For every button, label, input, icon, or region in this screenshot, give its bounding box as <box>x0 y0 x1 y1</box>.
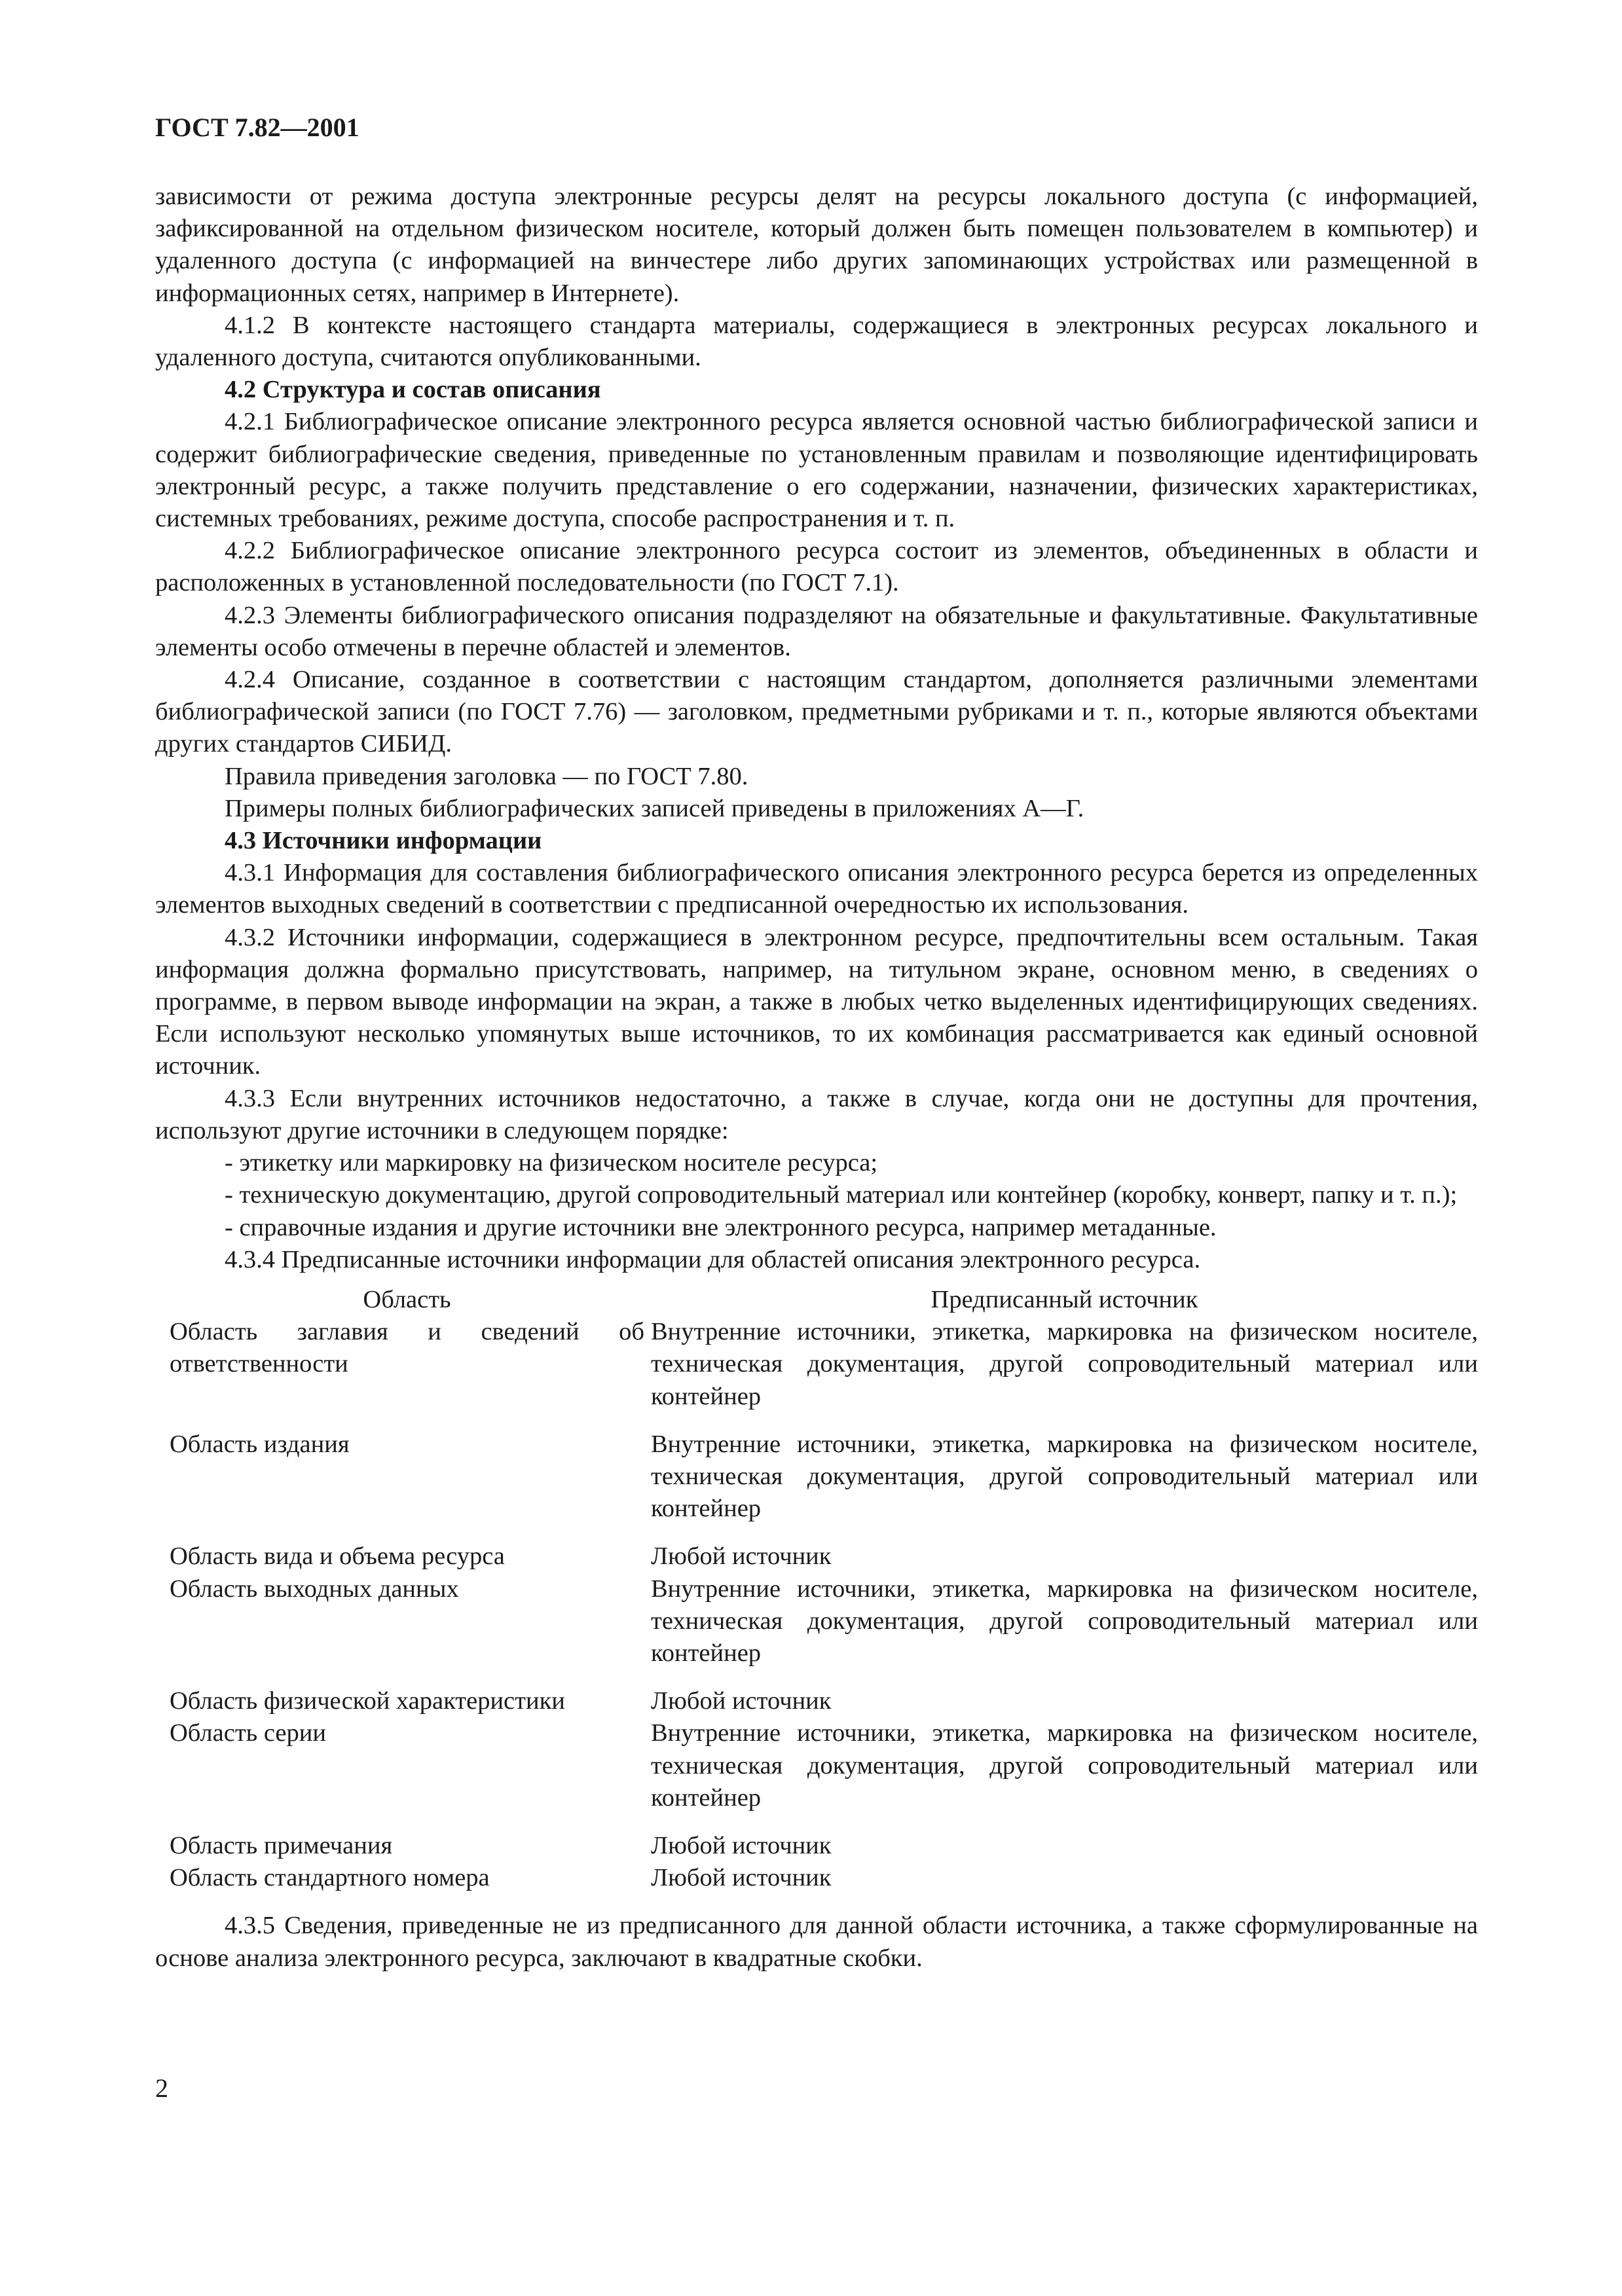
table-cell-source: Любой источник <box>651 1542 832 1571</box>
table-cell-area: Область физической характеристики <box>170 1687 565 1715</box>
document-header: ГОСТ 7.82—2001 <box>155 113 359 142</box>
table-row <box>155 1669 1478 1717</box>
table-cell-area: Область издания <box>170 1430 350 1458</box>
page-number: 2 <box>155 2073 168 2103</box>
paragraph-4-3-4: 4.3.4 Предписанные источники информации для областей описания электронного ресурса. <box>225 1245 1201 1273</box>
table-cell-source: Внутренние источники, этикетка, маркировка на физическом носителе, техническая документация, другой сопроводительный материал или контейнер <box>651 1575 1478 1667</box>
table-row <box>155 1717 1478 1814</box>
table-cell-source: Любой источник <box>651 1831 832 1859</box>
paragraph-4-3-1: 4.3.1 Информация для составления библиографического описания электронного ресурса берется из определенных элементов выходных сведений в соответствии с предписанной очередностью их использования. <box>155 859 1478 919</box>
list-item: - этикетку или маркировку на физическом носителе ресурса; <box>225 1149 878 1177</box>
paragraph-intro: зависимости от режима доступа электронные ресурсы делят на ресурсы локального доступа (с информацией, зафиксированной на отдельном физическом носителе, который должен быть помещен пользователем в компьютер) и удаленного доступа (с информацией на винчестере либо других запоминающих устройствах или размещенной в информационных сетях, например в Интернете). <box>155 183 1478 307</box>
table-header-area: Область <box>363 1285 451 1313</box>
table-cell-area: Область примечания <box>170 1831 393 1859</box>
section-heading-4-2: 4.2 Структура и состав описания <box>225 376 601 404</box>
table-row <box>155 1316 1478 1413</box>
list-item: - справочные издания и другие источники вне электронного ресурса, например метаданные. <box>225 1213 1217 1241</box>
paragraph-4-1-2: 4.1.2 В контексте настоящего стандарта материалы, содержащиеся в электронных ресурсах локального и удаленного доступа, считаются опубликованными. <box>155 311 1478 372</box>
table-cell-area: Область выходных данных <box>170 1575 459 1603</box>
table-cell-source: Любой источник <box>651 1687 832 1715</box>
table-row <box>155 1573 1478 1670</box>
paragraph-examples: Примеры полных библиографических записей приведены в приложениях А—Г. <box>225 794 1084 822</box>
table-cell-area: Область стандартного номера <box>170 1864 490 1892</box>
paragraph-4-3-2: 4.3.2 Источники информации, содержащиеся в электронном ресурсе, предпочтительны всем остальным. Такая информация должна формально присутствовать, например, на титульном экране, основном меню, в сведениях о программе, в первом выводе информации на экран, а также в любых четко выделенных идентифицирующих сведениях. Если используют несколько упомянутых выше источников, то их комбинация рассматривается как единый основной источник. <box>155 923 1478 1080</box>
table-row <box>155 1862 1478 1894</box>
paragraph-4-2-1: 4.2.1 Библиографическое описание электронного ресурса является основной частью библиографической записи и содержит библиографические сведения, приведенные по установленным правилам и позволяющие идентифицировать электронный ресурс, а также получить представление о его содержании, назначении, физических характеристиках, системных требованиях, режиме доступа, способе распространения и т. п. <box>155 408 1478 533</box>
paragraph-rules: Правила приведения заголовка — по ГОСТ 7.80. <box>225 762 748 790</box>
table-header-row <box>155 1284 1478 1316</box>
table-cell-area: Область заглавия и сведений об ответственности <box>170 1318 644 1378</box>
document-page <box>155 111 1478 1975</box>
document-body <box>155 181 1478 1975</box>
table-cell-source: Внутренние источники, этикетка, маркировка на физическом носителе, техническая документация, другой сопроводительный материал или контейнер <box>651 1430 1478 1523</box>
table-row <box>155 1814 1478 1862</box>
list-item: - техническую документацию, другой сопроводительный материал или контейнер (коробку, конверт, папку и т. п.); <box>225 1181 1458 1209</box>
table-row <box>155 1413 1478 1525</box>
table-row <box>155 1525 1478 1573</box>
paragraph-4-2-4: 4.2.4 Описание, созданное в соответствии с настоящим стандартом, дополняется различными элементами библиографической записи (по ГОСТ 7.76) — заголовком, предметными рубриками и т. п., которые являются объектами других стандартов СИБИД. <box>155 666 1478 758</box>
paragraph-4-3-5: 4.3.5 Сведения, приведенные не из предписанного для данной области источника, а также сформулированные на основе анализа электронного ресурса, заключают в квадратные скобки. <box>155 1912 1478 1972</box>
table-cell-source: Внутренние источники, этикетка, маркировка на физическом носителе, техническая документация, другой сопроводительный материал или контейнер <box>651 1719 1478 1812</box>
table-cell-source: Любой источник <box>651 1864 832 1892</box>
section-heading-4-3: 4.3 Источники информации <box>225 827 542 855</box>
table-cell-area: Область вида и объема ресурса <box>170 1542 505 1571</box>
paragraph-4-2-2: 4.2.2 Библиографическое описание электронного ресурса состоит из элементов, объединенных в области и расположенных в установленной последовательности (по ГОСТ 7.1). <box>155 537 1478 597</box>
paragraph-4-3-3: 4.3.3 Если внутренних источников недостаточно, а также в случае, когда они не доступны для прочтения, используют другие источники в следующем порядке: <box>155 1084 1478 1144</box>
table-cell-source: Внутренние источники, этикетка, маркировка на физическом носителе, техническая документация, другой сопроводительный материал или контейнер <box>651 1318 1478 1410</box>
table-header-source: Предписанный источник <box>931 1285 1198 1313</box>
table-cell-area: Область серии <box>170 1719 326 1747</box>
paragraph-4-2-3: 4.2.3 Элементы библиографического описания подразделяют на обязательные и факультативные. Факультативные элементы особо отмечены в перечне областей и элементов. <box>155 601 1478 661</box>
sources-table <box>155 1284 1478 1894</box>
